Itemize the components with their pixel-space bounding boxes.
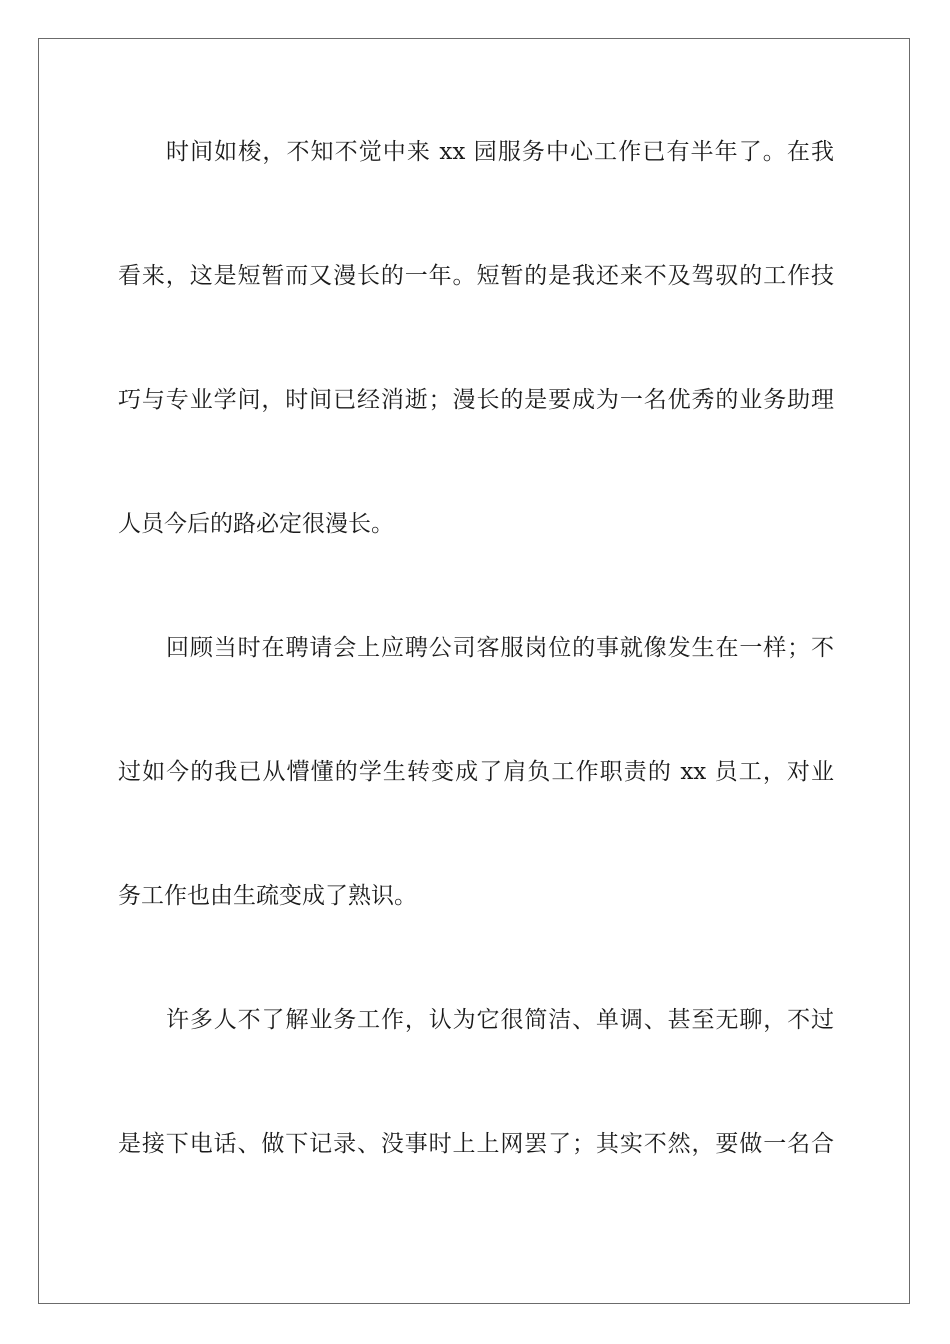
- paragraph-3-line-2: 是接下电话、做下记录、没事时上上网罢了；其实不然，要做一名合: [118, 1131, 834, 1157]
- paragraph-2-line-2: 过如今的我已从懵懂的学生转变成了肩负工作职责的 xx 员工，对业: [118, 759, 834, 785]
- paragraph-2-line-1: 回顾当时在聘请会上应聘公司客服岗位的事就像发生在一样；不: [166, 635, 834, 661]
- paragraph-1-line-2: 看来，这是短暂而又漫长的一年。短暂的是我还来不及驾驭的工作技: [118, 263, 834, 289]
- paragraph-1-line-3: 巧与专业学问，时间已经消逝；漫长的是要成为一名优秀的业务助理: [118, 387, 834, 413]
- paragraph-1-line-4: 人员今后的路必定很漫长。: [118, 511, 394, 537]
- paragraph-2-line-3: 务工作也由生疏变成了熟识。: [118, 883, 417, 909]
- paragraph-1-line-1: 时间如梭，不知不觉中来 xx 园服务中心工作已有半年了。在我: [166, 139, 834, 165]
- page-border: [38, 38, 910, 1304]
- paragraph-3-line-1: 许多人不了解业务工作，认为它很简洁、单调、甚至无聊，不过: [166, 1007, 834, 1033]
